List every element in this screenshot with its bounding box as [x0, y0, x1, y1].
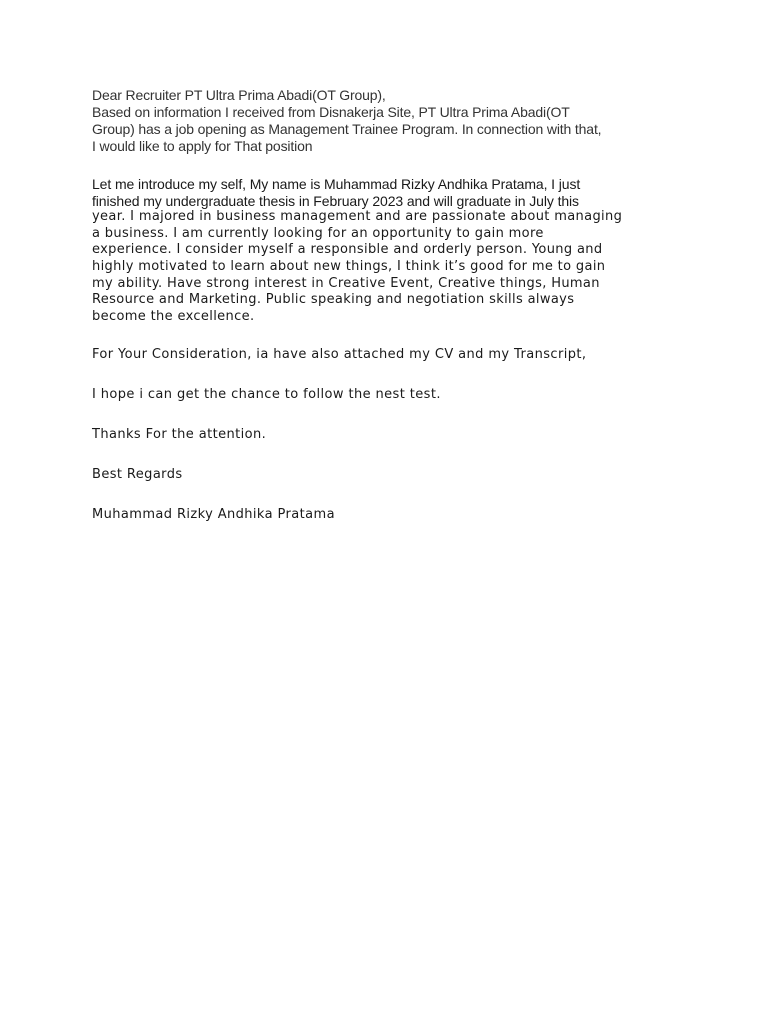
body-line: finished my undergraduate thesis in February 2023 and will graduate in July this — [92, 192, 579, 209]
thanks-line: Thanks For the attention. — [92, 427, 267, 443]
thanks-paragraph — [92, 426, 692, 443]
signature-paragraph — [92, 506, 692, 523]
greeting-line: Dear Recruiter PT Ultra Prima Abadi(OT Group), — [92, 87, 386, 103]
cover-letter — [92, 87, 692, 523]
regards-paragraph — [92, 466, 692, 483]
body-line: become the excellence. — [92, 308, 255, 324]
consideration-line: For Your Consideration, ia have also attached my CV and my Transcript, — [92, 347, 587, 363]
body-line: year. I majored in business management and are passionate about managing — [92, 209, 623, 225]
body-line: a business. I am currently looking for an opportunity to gain more — [92, 225, 544, 241]
regards-line: Best Regards — [92, 467, 183, 483]
body-line: Let me introduce my self, My name is Muhammad Rizky Andhika Pratama, I just — [92, 176, 581, 192]
body-line: Resource and Marketing. Public speaking and negotiation skills always — [92, 292, 575, 308]
consideration-paragraph — [92, 346, 692, 363]
intro-line: I would like to apply for That position — [92, 138, 313, 154]
intro-line: Based on information I received from Disnakerja Site, PT Ultra Prima Abadi(OT — [92, 104, 570, 120]
body-line: highly motivated to learn about new things, I think it’s good for me to gain — [92, 258, 606, 274]
body-line: my ability. Have strong interest in Creative Event, Creative things, Human — [92, 275, 600, 291]
hope-line: I hope i can get the chance to follow the nest test. — [92, 387, 441, 403]
signature-name: Muhammad Rizky Andhika Pratama — [92, 507, 335, 523]
intro-paragraph — [92, 87, 692, 155]
body-line: experience. I consider myself a responsible and orderly person. Young and — [92, 242, 603, 258]
intro-line: Group) has a job opening as Management Trainee Program. In connection with that, — [92, 121, 602, 137]
introduction-paragraph — [92, 176, 692, 325]
hope-paragraph — [92, 386, 692, 403]
